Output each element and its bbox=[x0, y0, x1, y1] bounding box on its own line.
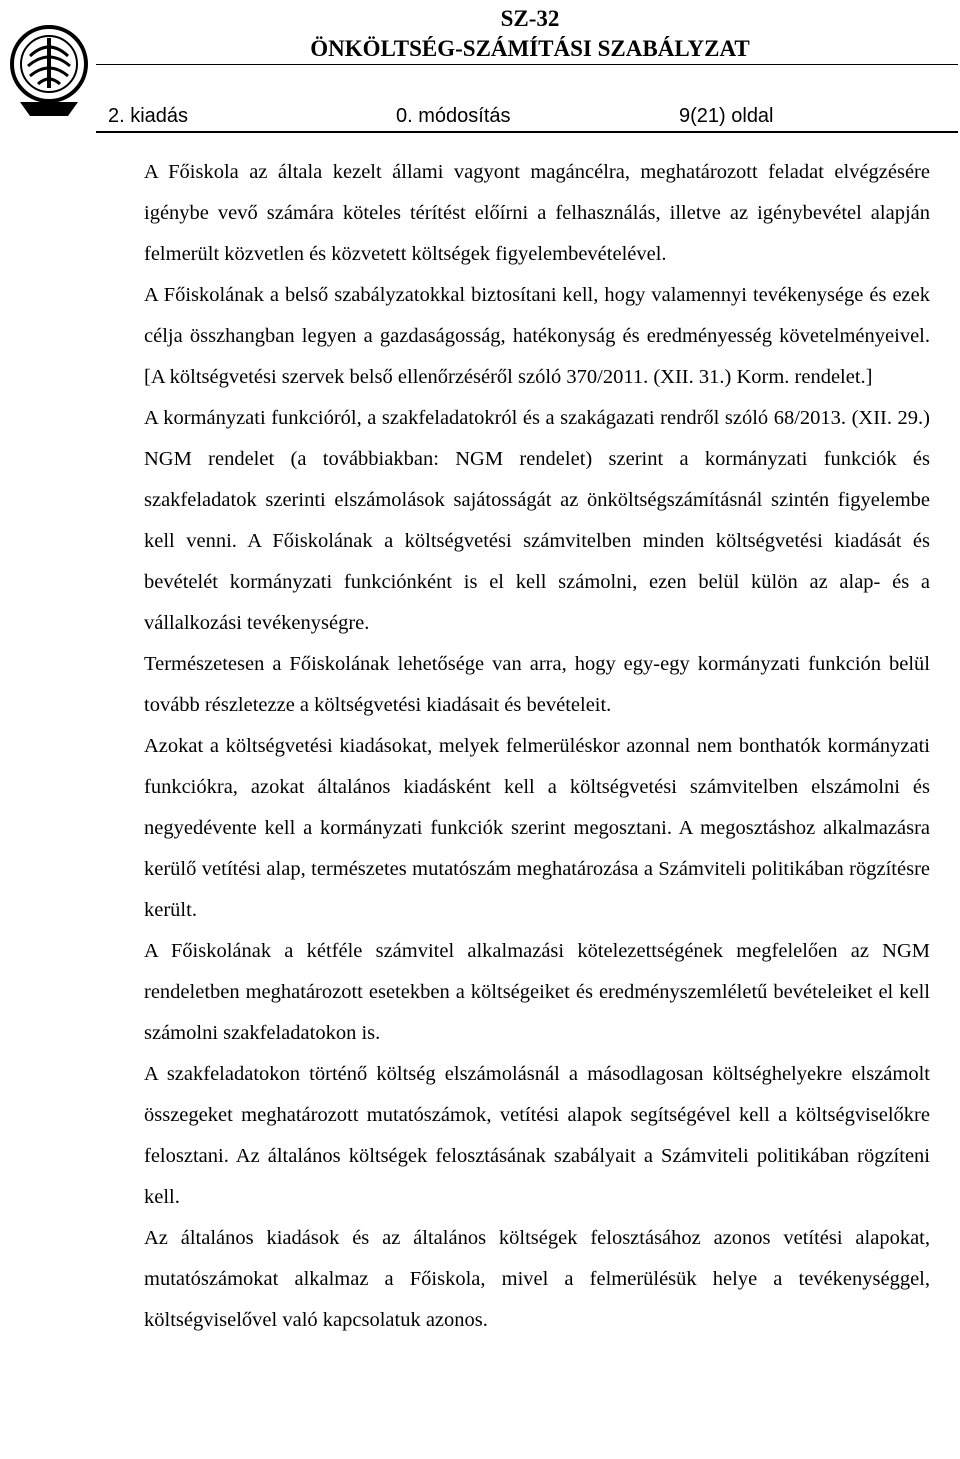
paragraph: Az általános kiadások és az általános költségek felosztásához azonos vetítési alapokat, mutatószámokat alkalmaz a Főiskola, mivel a felmerülésük helye a tevékenységgel, költségviselővel való kapcsolatuk azonos. bbox=[144, 1227, 930, 1331]
header-divider-bottom bbox=[96, 131, 958, 133]
paragraph: A Főiskola az általa kezelt állami vagyont magáncélra, meghatározott feladat elvégzésére igénybe vevő számára köteles térítést előírni a felhasználás, illetve az igénybevétel alapján felmerült közvetlen és közvetett költségek figyelembevételével. bbox=[144, 161, 930, 265]
paragraph: Azokat a költségvetési kiadásokat, melyek felmerüléskor azonnal nem bonthatók kormányzati funkciókra, azokat általános kiadásként kell a költségvetési számvitelben elszámolni és negyedévente kell a kormányzati funkciók szerint megosztani. A megosztáshoz alkalmazásra kerülő vetítési alap, természetes mutatószám meghatározása a Számviteli politikában rögzítésre került. bbox=[144, 735, 930, 921]
document-code: SZ-32 bbox=[500, 6, 560, 31]
edition-label: 2. kiadás bbox=[108, 105, 189, 127]
page-number-label: 9(21) oldal bbox=[679, 105, 774, 127]
paragraph: A Főiskolának a kétféle számvitel alkalmazási kötelezettségének megfelelően az NGM rendeletben meghatározott esetekben a költségeiket és eredményszemléletű bevételeiket el kell számolni szakfeladatokon is. bbox=[144, 940, 930, 1044]
institution-logo-icon bbox=[8, 20, 90, 120]
modification-label: 0. módosítás bbox=[396, 105, 511, 127]
paragraph: A Főiskolának a belső szabályzatokkal biztosítani kell, hogy valamennyi tevékenysége és ezek célja összhangban legyen a gazdaságosság, hatékonyság és eredményesség követelményeivel. [A költségvetési szervek belső ellenőrzéséről szóló 370/2011. (XII. 31.) Korm. rendelet.] bbox=[144, 284, 930, 388]
paragraph: Természetesen a Főiskolának lehetősége van arra, hogy egy-egy kormányzati funkción belül tovább részletezze a költségvetési kiadásait és bevételeit. bbox=[144, 653, 930, 716]
document-body bbox=[144, 152, 930, 1341]
document-meta-row bbox=[96, 100, 958, 132]
paragraph: A kormányzati funkcióról, a szakfeladatokról és a szakágazati rendről szóló 68/2013. (XII. 29.) NGM rendelet (a továbbiakban: NGM rendelet) szerint a kormányzati funkciók és szakfeladatok szerinti elszámolások sajátosságát az önköltségszámításnál szintén figyelembe kell venni. A Főiskolának a költségvetési számvitelben minden költségvetési kiadását és bevételét kormányzati funkciónként is el kell számolni, ezen belül külön az alap- és a vállalkozási tevékenységre. bbox=[144, 407, 930, 634]
document-header bbox=[0, 0, 960, 134]
document-title-block bbox=[210, 4, 850, 64]
paragraph: A szakfeladatokon történő költség elszámolásnál a másodlagosan költséghelyekre elszámolt összegeket meghatározott mutatószámok, vetítési alapok segítségével kell a költségviselőkre felosztani. Az általános költségek felosztásának szabályait a Számviteli politikában rögzíteni kell. bbox=[144, 1063, 930, 1208]
document-title: ÖNKÖLTSÉG-SZÁMÍTÁSI SZABÁLYZAT bbox=[310, 36, 750, 61]
header-divider-top bbox=[96, 64, 958, 65]
